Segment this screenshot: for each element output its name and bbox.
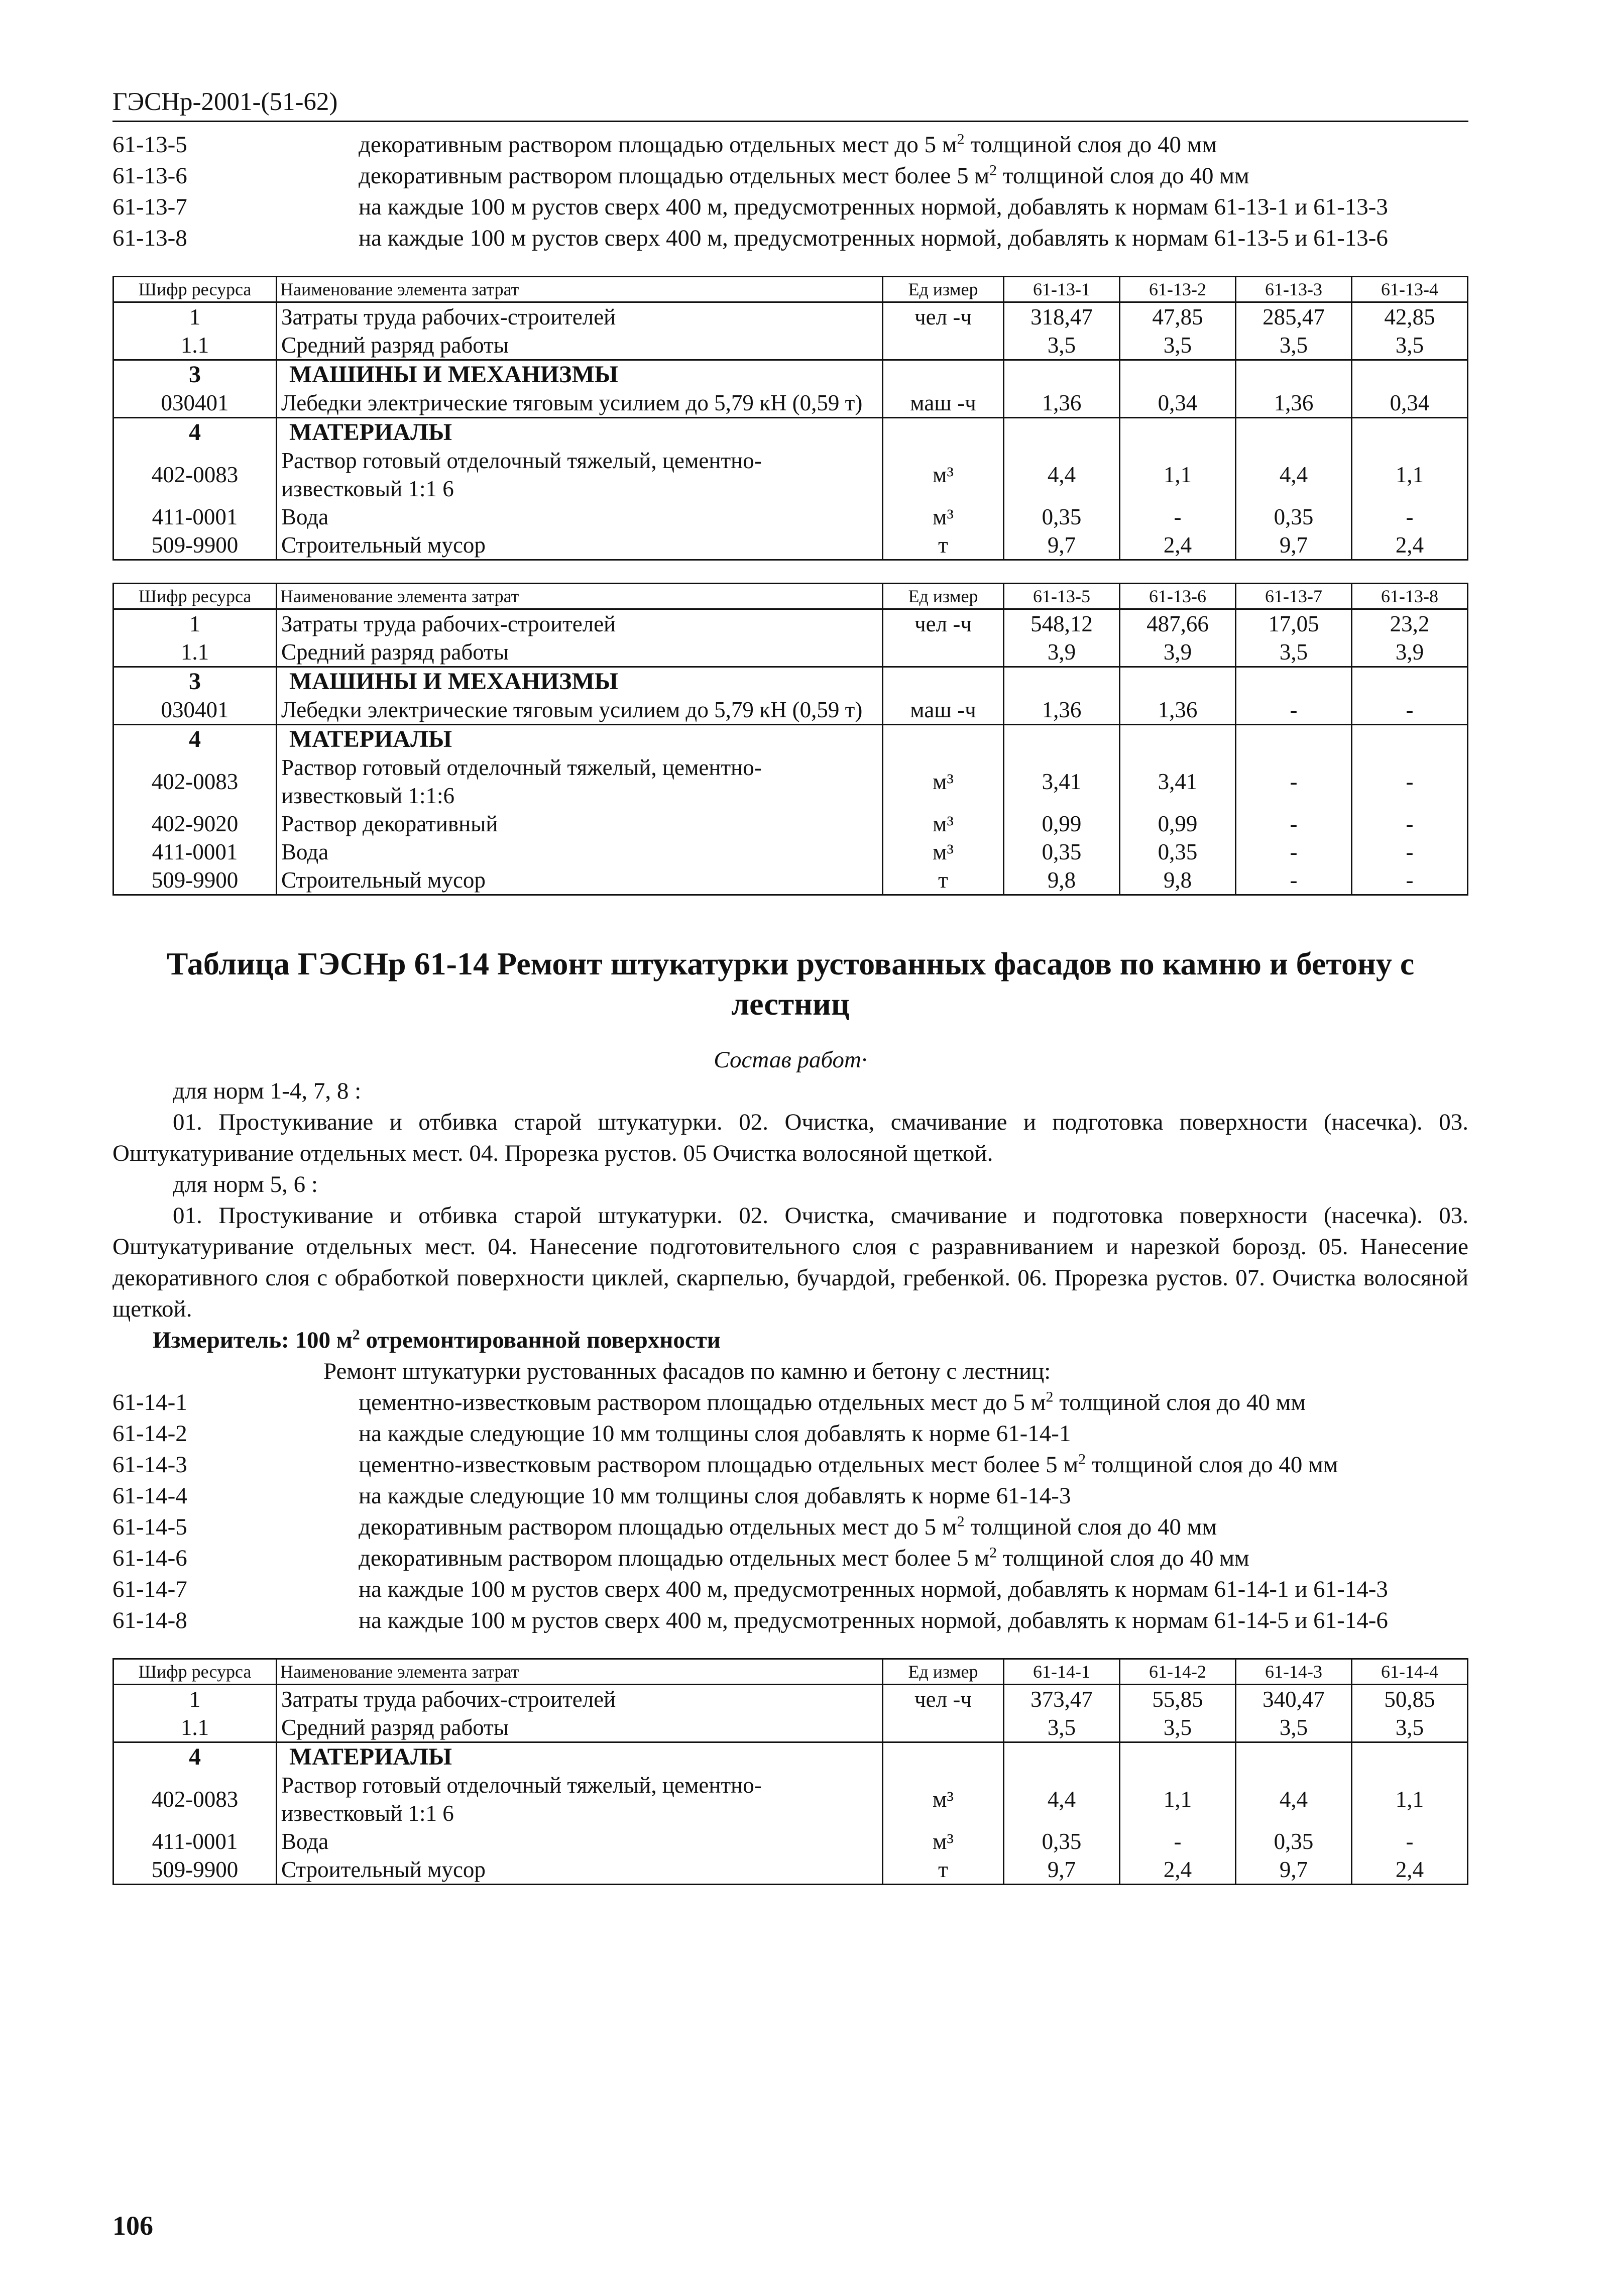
table-row [113, 866, 1468, 895]
resource-value: 1,1 [1352, 447, 1468, 503]
resource-unit: т [883, 531, 1004, 560]
resource-value: 9,7 [1004, 531, 1120, 560]
resource-value [1120, 725, 1236, 754]
resource-code: 402-0083 [113, 1771, 277, 1827]
resource-value: 1,36 [1120, 696, 1236, 725]
header-norm-code: 61-13-1 [1004, 277, 1120, 302]
section-title: Таблица ГЭСНр 61-14 Ремонт штукатурки рустованных фасадов по камню и бетону с лестниц [166, 946, 1415, 1022]
norm-description: цементно-известковым раствором площадью отдельных мест более 5 $м^2$ толщиной слоя до 40 мм [359, 1451, 1338, 1478]
table-header-row [113, 277, 1468, 302]
resource-unit: м³ [883, 753, 1004, 810]
resource-value: 2,4 [1120, 1855, 1236, 1885]
resource-value: 4,4 [1236, 1771, 1352, 1827]
resource-value: 1,1 [1120, 447, 1236, 503]
table-row [113, 753, 1468, 810]
table-row [113, 1771, 1468, 1827]
resource-value [1236, 360, 1352, 389]
resource-value: 3,5 [1004, 1713, 1120, 1742]
resource-value: 548,12 [1004, 609, 1120, 638]
resource-name: Раствор готовый отделочный тяжелый, цементно-известковый 1:1 6 [277, 1771, 883, 1827]
resource-value: 3,5 [1004, 331, 1120, 360]
header-name: Наименование элемента затрат [277, 277, 883, 302]
resource-value: 3,41 [1120, 753, 1236, 810]
resource-value: 9,8 [1004, 866, 1120, 895]
norm-code: 61-13-7 [112, 194, 187, 220]
resource-name: Раствор декоративный [277, 810, 883, 838]
resource-value: 0,35 [1236, 503, 1352, 531]
resource-table-61-13-1-4 [112, 276, 1468, 561]
resource-value [1004, 360, 1120, 389]
table-row [113, 302, 1468, 332]
resource-name: Вода [277, 838, 883, 866]
resource-value: 285,47 [1236, 302, 1352, 332]
header-code: Шифр ресурса [113, 277, 277, 302]
resource-unit: м³ [883, 503, 1004, 531]
resource-unit [883, 638, 1004, 667]
header-norm-code: 61-14-2 [1120, 1659, 1236, 1685]
resource-value: 47,85 [1120, 302, 1236, 332]
resource-value: 3,5 [1236, 331, 1352, 360]
composition-title: Состав работ· [714, 1047, 867, 1073]
header-norm-code: 61-13-2 [1120, 277, 1236, 302]
resource-code: 411-0001 [113, 838, 277, 866]
norm-description: цементно-известковым раствором площадью отдельных мест до 5 $м^2$ толщиной слоя до 40 мм [359, 1388, 1306, 1415]
resource-value: 0,99 [1004, 810, 1120, 838]
resource-value [1004, 667, 1120, 696]
resource-code: 4 [113, 725, 277, 754]
table-section-row [113, 360, 1468, 389]
table-row [113, 696, 1468, 725]
resource-name: Раствор готовый отделочный тяжелый, цементно-известковый 1:1 6 [277, 447, 883, 503]
norm-description: на каждые 100 м рустов сверх 400 м, предусмотренных нормой, добавлять к нормам 61-13-5 и 61-13-6 [359, 225, 1388, 251]
norm-item [112, 1543, 1468, 1574]
resource-unit: чел -ч [883, 609, 1004, 638]
norm-list-61-14 [112, 1387, 1468, 1636]
table-section-row [113, 418, 1468, 447]
table-row [113, 638, 1468, 667]
resource-value [1236, 1742, 1352, 1772]
resource-value: - [1120, 503, 1236, 531]
resource-code: 1 [113, 302, 277, 332]
resource-value [1236, 667, 1352, 696]
resource-value: 4,4 [1236, 447, 1352, 503]
resource-value: - [1352, 503, 1468, 531]
resource-value: - [1120, 1827, 1236, 1855]
table-row [113, 503, 1468, 531]
header-unit: Ед измер [883, 1659, 1004, 1685]
resource-unit: т [883, 866, 1004, 895]
resource-code: 4 [113, 418, 277, 447]
resource-value: 9,7 [1236, 1855, 1352, 1885]
resource-unit: м³ [883, 838, 1004, 866]
table-row [113, 331, 1468, 360]
resource-value: - [1236, 753, 1352, 810]
resource-unit: чел -ч [883, 1685, 1004, 1714]
resource-value: 2,4 [1352, 1855, 1468, 1885]
resource-value [1236, 418, 1352, 447]
resource-unit: маш -ч [883, 696, 1004, 725]
resource-code: 402-0083 [113, 753, 277, 810]
norm-code: 61-14-3 [112, 1452, 187, 1478]
header-unit: Ед измер [883, 584, 1004, 609]
intro-line: Ремонт штукатурки рустованных фасадов по камню и бетону с лестниц: [323, 1358, 1051, 1384]
norm-item [112, 1480, 1468, 1511]
resource-code: 509-9900 [113, 1855, 277, 1885]
table-row [113, 531, 1468, 560]
resource-name: Затраты труда рабочих-строителей [277, 302, 883, 332]
resource-value: 3,5 [1120, 1713, 1236, 1742]
norms-b-label: для норм 5, 6 : [173, 1171, 318, 1197]
norm-item [112, 191, 1468, 223]
norms-b-text: 01. Простукивание и отбивка старой штукатурки. 02. Очистка, смачивание и подготовка поверхности (насечка). 03. Оштукатуривание отдельных мест. 04. Нанесение подготовительного слоя с разравниванием и нарезкой борозд. 05. Нанесение декоративного слоя с обработкой поверхности циклей, скарпелью, бучардой, гребенкой. 06. Прорезка рустов. 07. Очистка волосяной щеткой. [112, 1202, 1468, 1322]
resource-value: 9,7 [1004, 1855, 1120, 1885]
resource-unit [883, 725, 1004, 754]
resource-value: 3,9 [1004, 638, 1120, 667]
resource-value: - [1352, 696, 1468, 725]
resource-value [1352, 418, 1468, 447]
resource-code: 3 [113, 360, 277, 389]
norm-code: 61-14-8 [112, 1607, 187, 1633]
header-code: Шифр ресурса [113, 1659, 277, 1685]
header-norm-code: 61-13-7 [1236, 584, 1352, 609]
resource-value: 3,9 [1120, 638, 1236, 667]
table-row [113, 810, 1468, 838]
resource-value: - [1236, 838, 1352, 866]
resource-unit: м³ [883, 1771, 1004, 1827]
resource-value: 2,4 [1120, 531, 1236, 560]
resource-unit [883, 331, 1004, 360]
resource-name: МАТЕРИАЛЫ [277, 1742, 883, 1772]
norm-item [112, 160, 1468, 191]
resource-name: Средний разряд работы [277, 638, 883, 667]
resource-code: 4 [113, 1742, 277, 1772]
table-row [113, 1685, 1468, 1714]
resource-value: 9,7 [1236, 531, 1352, 560]
header-norm-code: 61-14-1 [1004, 1659, 1120, 1685]
resource-value [1352, 725, 1468, 754]
norm-code: 61-14-7 [112, 1576, 187, 1602]
resource-code: 411-0001 [113, 1827, 277, 1855]
resource-table-61-14-1-4 [112, 1658, 1468, 1885]
resource-name: МАШИНЫ И МЕХАНИЗМЫ [277, 360, 883, 389]
resource-code: 1.1 [113, 331, 277, 360]
resource-value: 0,34 [1120, 389, 1236, 418]
norm-description: на каждые следующие 10 мм толщины слоя добавлять к норме 61-14-1 [359, 1420, 1071, 1447]
resource-value: 0,35 [1004, 838, 1120, 866]
norm-code: 61-13-5 [112, 132, 187, 158]
resource-name: Вода [277, 1827, 883, 1855]
resource-name: Вода [277, 503, 883, 531]
resource-value: 487,66 [1120, 609, 1236, 638]
norm-code: 61-13-8 [112, 225, 187, 251]
resource-code: 030401 [113, 389, 277, 418]
norm-code: 61-14-5 [112, 1514, 187, 1540]
resource-code: 3 [113, 667, 277, 696]
resource-value: 0,34 [1352, 389, 1468, 418]
resource-value: 9,8 [1120, 866, 1236, 895]
resource-unit [883, 1742, 1004, 1772]
measure-value: 100 $м^2$ отремонтированной поверхности [295, 1326, 721, 1353]
resource-name: Лебедки электрические тяговым усилием до 5,79 кН (0,59 т) [277, 389, 883, 418]
resource-value [1120, 418, 1236, 447]
resource-value: 1,1 [1120, 1771, 1236, 1827]
resource-code: 411-0001 [113, 503, 277, 531]
header-unit: Ед измер [883, 277, 1004, 302]
norm-item [112, 223, 1468, 254]
resource-value: 55,85 [1120, 1685, 1236, 1714]
resource-value [1352, 360, 1468, 389]
norm-item [112, 1605, 1468, 1636]
norm-description: декоративным раствором площадью отдельных мест более 5 $м^2$ толщиной слоя до 40 мм [359, 162, 1249, 189]
resource-code: 509-9900 [113, 866, 277, 895]
resource-unit: м³ [883, 810, 1004, 838]
resource-value: - [1236, 866, 1352, 895]
table-row [113, 609, 1468, 638]
resource-code: 030401 [113, 696, 277, 725]
norm-code: 61-13-6 [112, 163, 187, 189]
resource-name: Раствор готовый отделочный тяжелый, цементно-известковый 1:1:6 [277, 753, 883, 810]
resource-value: 4,4 [1004, 447, 1120, 503]
norm-item [112, 1387, 1468, 1418]
resource-value [1352, 1742, 1468, 1772]
header-norm-code: 61-14-3 [1236, 1659, 1352, 1685]
document-page [112, 85, 1468, 1885]
resource-name: Строительный мусор [277, 866, 883, 895]
norm-item [112, 1418, 1468, 1449]
header-name: Наименование элемента затрат [277, 584, 883, 609]
norm-description: на каждые следующие 10 мм толщины слоя добавлять к норме 61-14-3 [359, 1483, 1071, 1509]
resource-value [1120, 1742, 1236, 1772]
resource-value [1120, 360, 1236, 389]
resource-value: - [1236, 810, 1352, 838]
resource-value [1120, 667, 1236, 696]
header-norm-code: 61-13-4 [1352, 277, 1468, 302]
resource-code: 1 [113, 609, 277, 638]
resource-value: - [1352, 866, 1468, 895]
resource-value: 318,47 [1004, 302, 1120, 332]
header-norm-code: 61-14-4 [1352, 1659, 1468, 1685]
resource-unit [883, 1713, 1004, 1742]
resource-unit: т [883, 1855, 1004, 1885]
table-section-row [113, 667, 1468, 696]
resource-value: 2,4 [1352, 531, 1468, 560]
resource-value: - [1352, 753, 1468, 810]
resource-table-61-13-5-8 [112, 583, 1468, 896]
resource-name: Затраты труда рабочих-строителей [277, 609, 883, 638]
table-row [113, 1713, 1468, 1742]
resource-value: 3,5 [1352, 331, 1468, 360]
resource-code: 509-9900 [113, 531, 277, 560]
resource-unit [883, 360, 1004, 389]
resource-unit: м³ [883, 447, 1004, 503]
resource-code: 402-0083 [113, 447, 277, 503]
norm-code: 61-14-2 [112, 1420, 187, 1447]
measure-line [112, 1325, 1468, 1356]
resource-value: 0,35 [1004, 503, 1120, 531]
header-norm-code: 61-13-5 [1004, 584, 1120, 609]
resource-code: 1.1 [113, 1713, 277, 1742]
resource-value: 1,1 [1352, 1771, 1468, 1827]
measure-label: Измеритель: [153, 1327, 289, 1353]
resource-value [1352, 667, 1468, 696]
resource-value: 3,9 [1352, 638, 1468, 667]
table-row [113, 389, 1468, 418]
resource-value: 1,36 [1004, 696, 1120, 725]
header-norm-code: 61-13-3 [1236, 277, 1352, 302]
resource-name: Строительный мусор [277, 531, 883, 560]
resource-value: 1,36 [1004, 389, 1120, 418]
resource-name: Средний разряд работы [277, 331, 883, 360]
resource-unit: маш -ч [883, 389, 1004, 418]
resource-name: Средний разряд работы [277, 1713, 883, 1742]
resource-unit [883, 418, 1004, 447]
table-row [113, 1827, 1468, 1855]
resource-value: 23,2 [1352, 609, 1468, 638]
resource-value: 0,35 [1004, 1827, 1120, 1855]
resource-value: 3,41 [1004, 753, 1120, 810]
resource-unit: чел -ч [883, 302, 1004, 332]
norm-code: 61-14-6 [112, 1545, 187, 1571]
header-name: Наименование элемента затрат [277, 1659, 883, 1685]
table-section-row [113, 725, 1468, 754]
table-section-row [113, 1742, 1468, 1772]
resource-name: МАТЕРИАЛЫ [277, 418, 883, 447]
norm-item [112, 1449, 1468, 1480]
table-row [113, 1855, 1468, 1885]
norm-description: на каждые 100 м рустов сверх 400 м, предусмотренных нормой, добавлять к нормам 61-14-1 и 61-14-3 [359, 1576, 1388, 1602]
resource-name: МАШИНЫ И МЕХАНИЗМЫ [277, 667, 883, 696]
resource-value: 340,47 [1236, 1685, 1352, 1714]
norm-description: декоративным раствором площадью отдельных мест до 5 $м^2$ толщиной слоя до 40 мм [359, 131, 1217, 158]
norm-description: декоративным раствором площадью отдельных мест более 5 $м^2$ толщиной слоя до 40 мм [359, 1544, 1249, 1571]
resource-value: 3,5 [1236, 1713, 1352, 1742]
resource-value: 0,99 [1120, 810, 1236, 838]
resource-value: - [1352, 1827, 1468, 1855]
resource-value: 3,5 [1236, 638, 1352, 667]
norm-description: декоративным раствором площадью отдельных мест до 5 $м^2$ толщиной слоя до 40 мм [359, 1513, 1217, 1540]
resource-value: 3,5 [1120, 331, 1236, 360]
resource-name: МАТЕРИАЛЫ [277, 725, 883, 754]
resource-value [1004, 725, 1120, 754]
resource-name: Строительный мусор [277, 1855, 883, 1885]
resource-value: - [1236, 696, 1352, 725]
resource-value: 50,85 [1352, 1685, 1468, 1714]
resource-unit [883, 667, 1004, 696]
resource-value: 373,47 [1004, 1685, 1120, 1714]
resource-value: 4,4 [1004, 1771, 1120, 1827]
resource-value: 0,35 [1236, 1827, 1352, 1855]
norm-list-61-13 [112, 129, 1468, 254]
norms-a-text: 01. Простукивание и отбивка старой штукатурки. 02. Очистка, смачивание и подготовка поверхности (насечка). 03. Оштукатуривание отдельных мест. 04. Прорезка рустов. 05 Очистка волосяной щеткой. [112, 1109, 1468, 1166]
resource-value: - [1352, 838, 1468, 866]
resource-value: 0,35 [1120, 838, 1236, 866]
document-header: ГЭСНр-2001-(51-62) [112, 85, 1468, 122]
resource-code: 402-9020 [113, 810, 277, 838]
table-row [113, 447, 1468, 503]
resource-unit: м³ [883, 1827, 1004, 1855]
resource-value: 3,5 [1352, 1713, 1468, 1742]
page-number: 106 [112, 2211, 153, 2241]
resource-name: Лебедки электрические тяговым усилием до 5,79 кН (0,59 т) [277, 696, 883, 725]
norms-a-label: для норм 1-4, 7, 8 : [173, 1078, 362, 1104]
resource-name: Затраты труда рабочих-строителей [277, 1685, 883, 1714]
table-header-row [113, 1659, 1468, 1685]
table-header-row [113, 584, 1468, 609]
header-code: Шифр ресурса [113, 584, 277, 609]
resource-value [1004, 1742, 1120, 1772]
resource-value: - [1352, 810, 1468, 838]
table-row [113, 838, 1468, 866]
norm-code: 61-14-1 [112, 1389, 187, 1415]
norm-item [112, 1574, 1468, 1605]
resource-value: 1,36 [1236, 389, 1352, 418]
header-norm-code: 61-13-8 [1352, 584, 1468, 609]
header-norm-code: 61-13-6 [1120, 584, 1236, 609]
resource-value [1236, 725, 1352, 754]
norm-item [112, 129, 1468, 160]
resource-code: 1 [113, 1685, 277, 1714]
resource-value: 42,85 [1352, 302, 1468, 332]
norm-description: на каждые 100 м рустов сверх 400 м, предусмотренных нормой, добавлять к нормам 61-14-5 и 61-14-6 [359, 1607, 1388, 1633]
norm-description: на каждые 100 м рустов сверх 400 м, предусмотренных нормой, добавлять к нормам 61-13-1 и 61-13-3 [359, 194, 1388, 220]
resource-code: 1.1 [113, 638, 277, 667]
norm-code: 61-14-4 [112, 1483, 187, 1509]
norm-item [112, 1511, 1468, 1543]
resource-value: 17,05 [1236, 609, 1352, 638]
resource-value [1004, 418, 1120, 447]
